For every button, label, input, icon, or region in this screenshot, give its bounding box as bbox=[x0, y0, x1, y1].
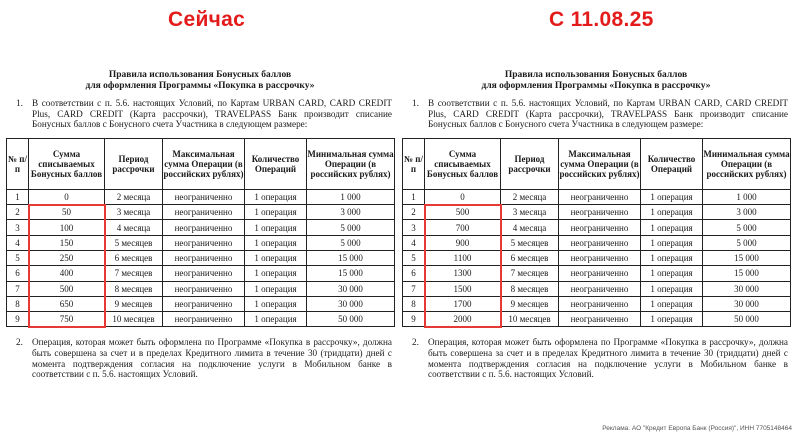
table-row bbox=[7, 312, 395, 327]
table-cell: 8 bbox=[403, 296, 425, 311]
table-cell: 10 месяцев bbox=[501, 312, 559, 327]
table-cell: 7 bbox=[7, 281, 29, 296]
table-cell: 6 bbox=[7, 266, 29, 281]
table-cell: 700 bbox=[425, 220, 501, 235]
table-cell: 15 000 bbox=[307, 266, 395, 281]
table-cell: 50 000 bbox=[307, 312, 395, 327]
table-cell: 1 операция bbox=[641, 266, 703, 281]
table-row bbox=[403, 312, 791, 327]
table-row bbox=[7, 281, 395, 296]
table-cell: неограниченно bbox=[163, 250, 245, 265]
table-cell: 1 операция bbox=[641, 250, 703, 265]
table-row bbox=[403, 220, 791, 235]
paragraph-2-number: 2. bbox=[16, 337, 23, 348]
table-cell: 3 месяца bbox=[501, 205, 559, 220]
table-cell: 1 операция bbox=[245, 250, 307, 265]
table-cell: 2 месяца bbox=[501, 189, 559, 204]
table-cell: неограниченно bbox=[559, 235, 641, 250]
table-cell: 2 bbox=[403, 205, 425, 220]
table-cell: 10 месяцев bbox=[105, 312, 163, 327]
paragraph-2-number: 2. bbox=[412, 337, 419, 348]
table-cell: 9 месяцев bbox=[501, 296, 559, 311]
table-cell: 1 операция bbox=[245, 281, 307, 296]
table-cell: неограниченно bbox=[559, 189, 641, 204]
table-cell: 7 месяцев bbox=[105, 266, 163, 281]
table-cell: 50 000 bbox=[703, 312, 791, 327]
table-cell: 250 bbox=[29, 250, 105, 265]
table-cell: 1 bbox=[403, 189, 425, 204]
table-cell: 15 000 bbox=[703, 266, 791, 281]
table-cell: 1 операция bbox=[641, 312, 703, 327]
column-header: № п/п bbox=[7, 138, 29, 189]
table-cell: 1 операция bbox=[641, 205, 703, 220]
table-cell: 0 bbox=[29, 189, 105, 204]
table-cell: 30 000 bbox=[307, 281, 395, 296]
table-cell: 1 операция bbox=[245, 312, 307, 327]
table-cell: 30 000 bbox=[703, 281, 791, 296]
table-cell: 1 000 bbox=[307, 189, 395, 204]
table-row bbox=[7, 205, 395, 220]
panel-new bbox=[400, 70, 792, 380]
table-cell: 5 месяцев bbox=[501, 235, 559, 250]
table-cell: 5 bbox=[7, 250, 29, 265]
table-cell: 9 bbox=[7, 312, 29, 327]
table-cell: 5 000 bbox=[703, 220, 791, 235]
table-cell: 15 000 bbox=[703, 250, 791, 265]
table-cell: 50 bbox=[29, 205, 105, 220]
table-cell: 400 bbox=[29, 266, 105, 281]
table-cell: 4 bbox=[403, 235, 425, 250]
table-cell: 9 месяцев bbox=[105, 296, 163, 311]
doc-title-line1: Правила использования Бонусных баллов bbox=[504, 70, 688, 80]
table-cell: 3 000 bbox=[307, 205, 395, 220]
table-cell: 1 операция bbox=[641, 296, 703, 311]
panel-current bbox=[4, 70, 396, 380]
table-row bbox=[7, 296, 395, 311]
table-row bbox=[7, 235, 395, 250]
table-cell: неограниченно bbox=[559, 312, 641, 327]
column-header: Максимальная сумма Операции (в российских рублях) bbox=[163, 138, 245, 189]
table-cell: 4 месяца bbox=[105, 220, 163, 235]
table-row bbox=[403, 189, 791, 204]
column-header: Сумма списываемых Бонусных баллов bbox=[29, 138, 105, 189]
table-cell: 3 bbox=[403, 220, 425, 235]
table-cell: 30 000 bbox=[703, 296, 791, 311]
table-cell: неограниченно bbox=[163, 220, 245, 235]
table-cell: 1 операция bbox=[245, 235, 307, 250]
table-cell: 1 операция bbox=[245, 220, 307, 235]
table-cell: неограниченно bbox=[559, 266, 641, 281]
table-cell: 5 месяцев bbox=[105, 235, 163, 250]
table-row bbox=[7, 189, 395, 204]
column-header: Период рассрочки bbox=[105, 138, 163, 189]
table-row bbox=[403, 266, 791, 281]
table-cell: неограниченно bbox=[163, 312, 245, 327]
column-header: Сумма списываемых Бонусных баллов bbox=[425, 138, 501, 189]
table-cell: 150 bbox=[29, 235, 105, 250]
table-row bbox=[403, 235, 791, 250]
table-cell: 4 bbox=[7, 235, 29, 250]
table-cell: 4 месяца bbox=[501, 220, 559, 235]
table-cell: 1 операция bbox=[245, 296, 307, 311]
table-cell: 6 месяцев bbox=[105, 250, 163, 265]
table-cell: неограниченно bbox=[559, 205, 641, 220]
table-cell: 1 операция bbox=[245, 205, 307, 220]
doc-title-line2: для оформления Программы «Покупка в рассрочку» bbox=[481, 81, 711, 91]
table-cell: 5 000 bbox=[307, 220, 395, 235]
column-header: № п/п bbox=[403, 138, 425, 189]
table-cell: 9 bbox=[403, 312, 425, 327]
table-cell: 8 bbox=[7, 296, 29, 311]
doc-title-line1: Правила использования Бонусных баллов bbox=[108, 70, 292, 80]
table-cell: неограниченно bbox=[163, 266, 245, 281]
paragraph-2-text: Операция, которая может быть оформлена по Программе «Покупка в рассрочку», должна быть совершена за счет и в пределах Кредитного лимита в течение 30 (тридцати) дней с момента подтверждения согласия на подключение услуги в Мобильном банке в соответствии с п. 5.6. настоящих Условий. bbox=[32, 337, 392, 380]
table-header-row bbox=[403, 138, 791, 189]
table-cell: 1 операция bbox=[641, 220, 703, 235]
table-cell: 1300 bbox=[425, 266, 501, 281]
table-cell: 1 операция bbox=[245, 266, 307, 281]
table-cell: 1100 bbox=[425, 250, 501, 265]
table-wrap bbox=[400, 138, 792, 328]
heading-new: С 11.08.25 bbox=[549, 8, 654, 31]
table-cell: 7 месяцев bbox=[501, 266, 559, 281]
table-cell: 650 bbox=[29, 296, 105, 311]
table-cell: 1 операция bbox=[641, 189, 703, 204]
table-cell: неограниченно bbox=[559, 220, 641, 235]
table-cell: 750 bbox=[29, 312, 105, 327]
table-cell: 500 bbox=[425, 205, 501, 220]
paragraph-1 bbox=[400, 98, 792, 130]
table-cell: 5 000 bbox=[307, 235, 395, 250]
table-cell: 1 операция bbox=[641, 281, 703, 296]
table-cell: 2 bbox=[7, 205, 29, 220]
table-cell: 8 месяцев bbox=[105, 281, 163, 296]
table-cell: 900 bbox=[425, 235, 501, 250]
paragraph-1 bbox=[4, 98, 396, 130]
table-cell: 0 bbox=[425, 189, 501, 204]
table-row bbox=[403, 205, 791, 220]
paragraph-1-text: В соответствии с п. 5.6. настоящих Условий, по Картам URBAN CARD, CARD CREDIT Plus, CARD CREDIT (Карта рассрочки), TRAVELPASS Банк производит списание Бонусных баллов с Бонусного счета Участника в следующем размере: bbox=[32, 98, 392, 130]
table-cell: 6 месяцев bbox=[501, 250, 559, 265]
table-cell: неограниченно bbox=[163, 189, 245, 204]
table-row bbox=[7, 266, 395, 281]
table-cell: неограниченно bbox=[163, 296, 245, 311]
paragraph-1-text: В соответствии с п. 5.6. настоящих Условий, по Картам URBAN CARD, CARD CREDIT Plus, CARD CREDIT (Карта рассрочки), TRAVELPASS Банк производит списание Бонусных баллов с Бонусного счета Участника в следующем размере: bbox=[428, 98, 788, 130]
paragraph-2 bbox=[400, 337, 792, 379]
table-cell: 2000 bbox=[425, 312, 501, 327]
table-row bbox=[403, 296, 791, 311]
table-cell: 7 bbox=[403, 281, 425, 296]
table-wrap bbox=[4, 138, 396, 328]
column-header: Количество Операций bbox=[245, 138, 307, 189]
table-row bbox=[7, 250, 395, 265]
table-row bbox=[7, 220, 395, 235]
table-cell: неограниченно bbox=[163, 205, 245, 220]
heading-current: Сейчас bbox=[168, 8, 246, 31]
column-header: Количество Операций bbox=[641, 138, 703, 189]
table-cell: 1 операция bbox=[641, 235, 703, 250]
table-cell: 2 месяца bbox=[105, 189, 163, 204]
table-cell: 1 bbox=[7, 189, 29, 204]
table-cell: 3 000 bbox=[703, 205, 791, 220]
installment-table bbox=[402, 138, 791, 328]
doc-title bbox=[400, 70, 792, 92]
paragraph-1-number: 1. bbox=[16, 98, 23, 108]
paragraph-2-text: Операция, которая может быть оформлена по Программе «Покупка в рассрочку», должна быть совершена за счет и в пределах Кредитного лимита в течение 30 (тридцати) дней с момента подтверждения согласия на подключение услуги в Мобильном банке в соответствии с п. 5.6. настоящих Условий. bbox=[428, 337, 788, 380]
table-cell: 15 000 bbox=[307, 250, 395, 265]
column-header: Период рассрочки bbox=[501, 138, 559, 189]
table-cell: 1700 bbox=[425, 296, 501, 311]
table-cell: 3 bbox=[7, 220, 29, 235]
table-cell: 8 месяцев bbox=[501, 281, 559, 296]
paragraph-2 bbox=[4, 337, 396, 379]
ad-disclaimer: Реклама. АО "Кредит Европа Банк (Россия)", ИНН 7705148464 bbox=[602, 425, 792, 432]
table-header-row bbox=[7, 138, 395, 189]
table-cell: неограниченно bbox=[559, 281, 641, 296]
paragraph-1-number: 1. bbox=[412, 98, 419, 108]
column-header: Максимальная сумма Операции (в российских рублях) bbox=[559, 138, 641, 189]
table-cell: неограниченно bbox=[559, 250, 641, 265]
table-cell: 30 000 bbox=[307, 296, 395, 311]
installment-table bbox=[6, 138, 395, 328]
table-cell: 6 bbox=[403, 266, 425, 281]
doc-title bbox=[4, 70, 396, 92]
table-cell: неограниченно bbox=[163, 281, 245, 296]
column-header: Минимальная сумма Операции (в российских рублях) bbox=[307, 138, 395, 189]
table-cell: 5 bbox=[403, 250, 425, 265]
table-cell: 1500 bbox=[425, 281, 501, 296]
table-cell: 1 операция bbox=[245, 189, 307, 204]
table-cell: 100 bbox=[29, 220, 105, 235]
table-cell: неограниченно bbox=[163, 235, 245, 250]
table-cell: 500 bbox=[29, 281, 105, 296]
table-row bbox=[403, 250, 791, 265]
table-cell: 1 000 bbox=[703, 189, 791, 204]
table-cell: 5 000 bbox=[703, 235, 791, 250]
table-cell: неограниченно bbox=[559, 296, 641, 311]
table-row bbox=[403, 281, 791, 296]
table-cell: 3 месяца bbox=[105, 205, 163, 220]
doc-title-line2: для оформления Программы «Покупка в рассрочку» bbox=[85, 81, 315, 91]
column-header: Минимальная сумма Операции (в российских рублях) bbox=[703, 138, 791, 189]
